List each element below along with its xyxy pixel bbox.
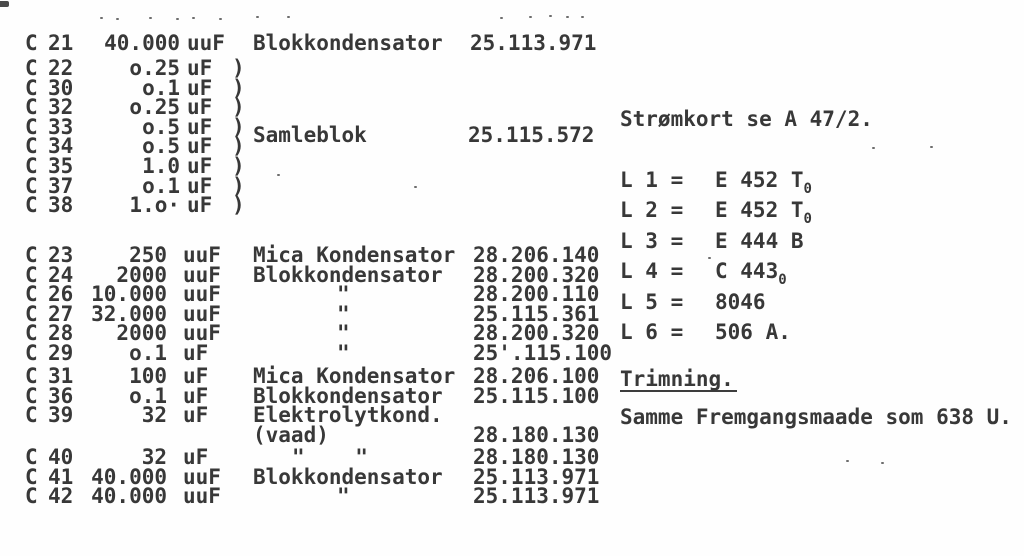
ref-cell: C — [25, 444, 38, 469]
description-cell — [253, 59, 470, 79]
unit-cell: uF — [187, 95, 213, 120]
ref-cell: C — [25, 340, 38, 365]
brace-cell — [232, 468, 253, 488]
ditto-mark: " — [337, 484, 350, 509]
ref-cell — [25, 426, 48, 446]
coil-entry — [620, 226, 812, 256]
number-cell: 38 — [48, 193, 74, 218]
scan-speck — [192, 17, 195, 19]
brace-cell — [232, 266, 253, 286]
value-cell: 32 — [141, 403, 167, 428]
coil-label: L 2 = — [620, 198, 684, 223]
ref-cell: C — [25, 153, 38, 178]
part-number-cell: 28.200.320 — [473, 262, 600, 287]
number-cell: 23 — [48, 243, 74, 267]
unit-cell: uF — [187, 55, 213, 80]
scan-speck — [872, 147, 875, 149]
unit-cell: uuF — [187, 31, 225, 55]
unit-cell: uF — [187, 134, 213, 159]
ditto-mark: " — [337, 301, 350, 326]
number-cell: 33 — [48, 114, 74, 139]
value-cell: 100 — [129, 363, 167, 388]
unit-cell: uuF — [183, 262, 221, 287]
part-number-cell: 28.206.140 — [473, 243, 600, 267]
samleblok-label: Samleblok — [253, 123, 367, 147]
coil-value: 506 A. — [715, 319, 791, 344]
number-cell: 37 — [48, 173, 74, 198]
brace-cell — [232, 426, 253, 446]
part-number-cell: 25'.115.100 — [473, 340, 613, 365]
ref-cell: C — [25, 301, 38, 326]
scan-speck — [176, 18, 179, 20]
capacitor-table-group2 — [25, 243, 613, 509]
ref-cell: C — [25, 31, 38, 55]
description-cell — [253, 157, 470, 177]
coil-subscript: 0 — [803, 181, 812, 197]
description-cell — [253, 79, 470, 99]
coil-list — [620, 165, 812, 347]
brace-cell: ) — [232, 114, 245, 139]
unit-cell: uuF — [183, 282, 221, 307]
number-cell: 35 — [48, 153, 74, 178]
ditto-mark: " — [337, 340, 350, 365]
value-cell: o.1 — [142, 75, 180, 100]
part-number-cell: 25.113.971 — [473, 464, 600, 489]
brace-cell — [232, 367, 253, 387]
ref-cell: C — [25, 262, 38, 287]
brace-cell — [232, 246, 253, 266]
brace-cell — [232, 448, 253, 468]
scan-speck — [287, 16, 290, 18]
table-row — [25, 75, 596, 100]
value-cell: o.1 — [129, 340, 167, 365]
unit-cell: uF — [183, 444, 209, 469]
description-cell: (vaad) — [253, 422, 329, 447]
scan-speck — [500, 17, 503, 19]
ref-cell: C — [25, 75, 38, 100]
stromkort-note: Strømkort se A 47/2. — [620, 107, 873, 131]
brace-cell: ) — [232, 95, 245, 120]
coil-value: E 452 T — [715, 168, 804, 192]
unit-cell: uuF — [183, 301, 221, 326]
unit-cell: uuF — [183, 464, 221, 489]
trimning-instruction: Samme Fremgangsmaade som 638 U. — [620, 405, 1012, 429]
table-row — [25, 422, 612, 447]
number-cell: 30 — [48, 75, 74, 100]
number-cell: 27 — [48, 301, 74, 326]
value-cell: 40.000 — [91, 464, 167, 489]
value-cell: o.1 — [129, 383, 167, 408]
table-row — [25, 484, 612, 509]
brace-cell: ) — [232, 153, 245, 178]
number-cell: 36 — [48, 383, 74, 408]
number-cell: 28 — [48, 321, 74, 346]
ditto-mark: " — [337, 282, 350, 307]
trimning-underlined-text: Trimning. — [620, 368, 737, 392]
scan-speck — [100, 17, 103, 19]
ref-cell: C — [25, 363, 38, 388]
unit-cell — [183, 426, 232, 446]
ref-cell: C — [25, 321, 38, 346]
brace-cell — [232, 285, 253, 305]
number-cell: 40 — [48, 444, 74, 469]
brace-cell — [232, 387, 253, 407]
brace-cell: ) — [232, 55, 245, 80]
part-number-cell: 25.113.971 — [473, 484, 600, 509]
coil-label: L 1 = — [620, 168, 684, 192]
coil-subscript: 0 — [778, 272, 787, 289]
scan-speck — [881, 462, 884, 464]
value-cell: 40.000 — [104, 31, 180, 55]
unit-cell: uF — [187, 173, 213, 198]
scan-speck — [149, 17, 152, 19]
coil-entry — [620, 317, 812, 347]
scan-speck — [930, 146, 933, 148]
ref-cell: C — [25, 243, 38, 267]
ref-cell: C — [25, 403, 38, 428]
table-row — [25, 340, 613, 365]
description-cell: Mica Kondensator — [253, 363, 456, 388]
brace-cell: ) — [232, 173, 245, 198]
value-cell: 1.o· — [129, 193, 180, 218]
scan-speck — [566, 16, 569, 18]
brace-cell — [232, 406, 253, 426]
scan-speck — [219, 18, 222, 20]
table-row — [25, 193, 596, 218]
part-number-cell: 25.115.361 — [473, 301, 600, 326]
number-cell: 42 — [48, 484, 74, 509]
number-cell: 34 — [48, 134, 74, 159]
unit-cell: uF — [187, 193, 213, 218]
scan-speck — [116, 18, 119, 20]
description-cell: Blokkondensator — [253, 383, 443, 408]
description-cell: Blokkondensator — [253, 262, 443, 287]
number-cell: 29 — [48, 340, 74, 365]
value-cell: 32 — [141, 444, 167, 469]
coil-label: L 3 = — [620, 228, 684, 253]
value-cell — [73, 426, 167, 446]
part-number-cell: 28.180.130 — [473, 444, 600, 469]
description-cell — [253, 98, 470, 118]
ref-cell: C — [25, 134, 38, 159]
ref-cell: C — [25, 383, 38, 408]
unit-cell: uF — [183, 403, 209, 428]
number-cell: 26 — [48, 282, 74, 307]
brace-cell — [232, 487, 253, 507]
coil-value: E 452 T — [715, 198, 804, 223]
ditto-mark: " " — [292, 444, 368, 469]
ref-cell: C — [25, 114, 38, 139]
table-row — [25, 173, 596, 198]
trimning-heading — [620, 368, 737, 392]
brace-cell — [232, 344, 253, 364]
scan-corner-mark — [0, 1, 9, 7]
coil-label: L 4 = — [620, 259, 684, 284]
value-cell: 250 — [129, 243, 167, 267]
coil-label: L 6 = — [620, 319, 684, 344]
part-number-cell: 28.206.100 — [473, 363, 600, 388]
ref-cell: C — [25, 282, 38, 307]
samleblok-part-number: 25.115.572 — [468, 123, 595, 147]
unit-cell: uF — [183, 383, 209, 408]
part-number-cell: 28.200.320 — [473, 321, 600, 346]
unit-cell: uuF — [183, 321, 221, 346]
unit-cell: uuF — [183, 484, 221, 509]
description-cell: Mica Kondensator — [253, 243, 456, 267]
ref-cell: C — [25, 484, 38, 509]
part-number-cell: 25.113.971 — [470, 31, 597, 55]
unit-cell: uF — [187, 153, 213, 178]
coil-value: C 443 — [715, 259, 779, 284]
value-cell: 2000 — [116, 262, 167, 287]
ref-cell: C — [25, 173, 38, 198]
part-number-cell: 28.180.130 — [473, 422, 600, 447]
value-cell: o.5 — [142, 114, 180, 139]
brace-cell: ) — [232, 193, 245, 218]
brace-cell: ) — [232, 75, 245, 100]
table-row — [25, 31, 597, 55]
number-cell: 32 — [48, 95, 74, 120]
value-cell: o.25 — [129, 95, 180, 120]
unit-cell: uF — [187, 114, 213, 139]
ref-cell: C — [25, 95, 38, 120]
value-cell: o.25 — [129, 55, 180, 80]
coil-label: L 5 = — [620, 289, 684, 314]
coil-entry — [620, 165, 812, 195]
description-cell — [253, 177, 470, 197]
ditto-mark: " — [337, 321, 350, 346]
part-number-cell: 25.115.100 — [473, 383, 600, 408]
description-cell: Elektrolytkond. — [253, 403, 443, 428]
description-cell: Blokkondensator — [253, 31, 443, 55]
number-cell — [48, 426, 73, 446]
value-cell: 2000 — [116, 321, 167, 346]
value-cell: 40.000 — [91, 484, 167, 509]
scan-speck — [549, 15, 552, 17]
coil-entry — [620, 287, 812, 317]
brace-cell — [232, 324, 253, 344]
value-cell: 10.000 — [91, 282, 167, 307]
coil-entry — [620, 195, 812, 228]
brace-cell — [232, 305, 253, 325]
table-row — [25, 95, 596, 120]
table-row — [25, 153, 596, 178]
number-cell: 31 — [48, 363, 74, 388]
scan-speck — [581, 16, 584, 18]
number-cell: 41 — [48, 464, 74, 489]
coil-value: 8046 — [715, 289, 766, 314]
coil-value: E 444 B — [715, 228, 804, 253]
number-cell: 21 — [48, 31, 74, 55]
unit-cell: uuF — [183, 243, 221, 267]
number-cell: 24 — [48, 262, 74, 287]
number-cell: 39 — [48, 403, 74, 428]
unit-cell: uF — [187, 75, 213, 100]
ref-cell: C — [25, 464, 38, 489]
brace-cell — [232, 34, 253, 54]
value-cell: o.1 — [142, 173, 180, 198]
ref-cell: C — [25, 55, 38, 80]
coil-subscript: 0 — [803, 211, 812, 228]
scan-speck — [256, 16, 259, 18]
value-cell: 1.0 — [142, 153, 180, 178]
coil-entry — [620, 256, 812, 289]
scan-speck — [529, 16, 532, 18]
brace-cell: ) — [232, 134, 245, 159]
description-cell — [253, 196, 470, 216]
table-row — [25, 55, 596, 80]
ref-cell: C — [25, 193, 38, 218]
value-cell: 32.000 — [91, 301, 167, 326]
unit-cell: uF — [183, 363, 209, 388]
description-cell: Blokkondensator — [253, 464, 443, 489]
value-cell: o.5 — [142, 134, 180, 159]
part-number-cell: 28.200.110 — [473, 282, 600, 307]
scan-speck — [846, 460, 849, 462]
unit-cell: uF — [183, 340, 209, 365]
number-cell: 22 — [48, 55, 74, 80]
